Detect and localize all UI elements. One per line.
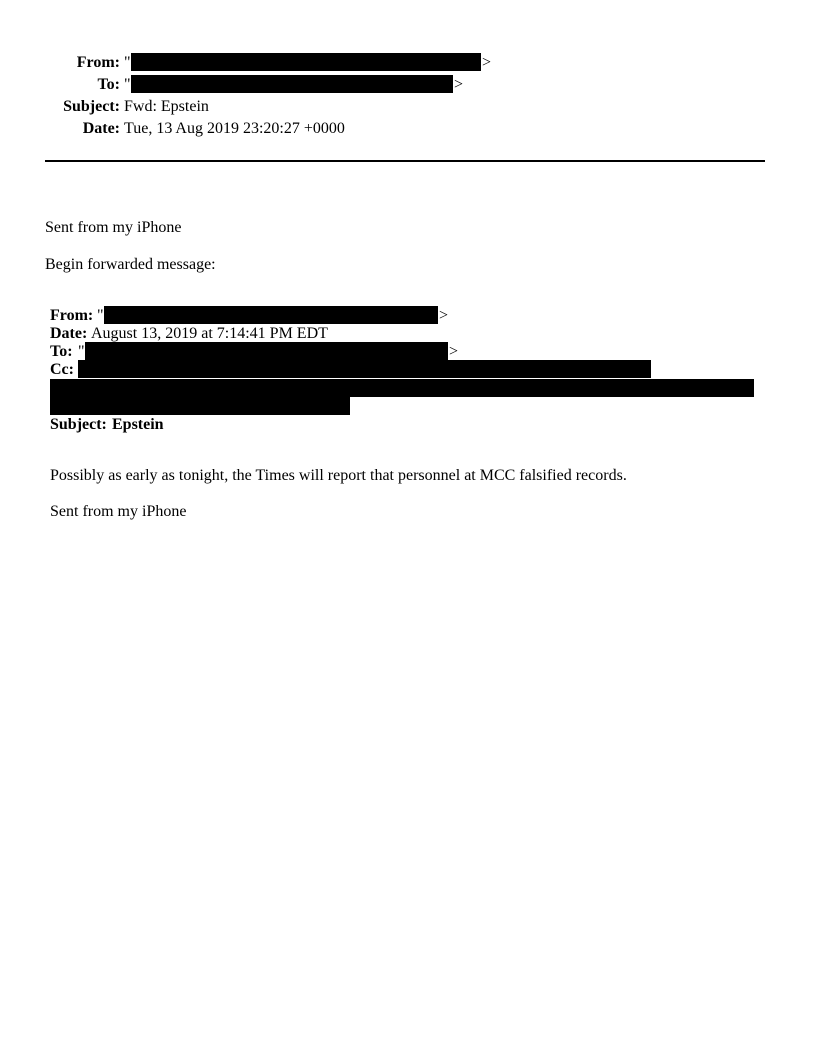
fwd-signature: Sent from my iPhone (50, 503, 187, 520)
fwd-date-label: Date: (50, 325, 88, 342)
redaction-box (50, 379, 754, 397)
fwd-subject-value: Epstein (112, 416, 164, 433)
header-divider (45, 160, 765, 162)
fwd-cc-label: Cc: (50, 361, 74, 378)
fwd-from-label: From: (50, 307, 94, 324)
fwd-to-suffix: > (449, 343, 459, 360)
from-label: From: (76, 54, 120, 71)
fwd-from-suffix: > (439, 307, 449, 324)
redaction-box (104, 306, 438, 324)
to-label: To: (97, 76, 120, 93)
from-value-suffix: > (482, 54, 492, 71)
to-value-prefix: " (124, 76, 131, 93)
fwd-to-label: To: (50, 343, 73, 360)
fwd-to-prefix: " (78, 343, 85, 360)
redaction-box (78, 360, 651, 378)
forward-intro: Begin forwarded message: (45, 256, 216, 273)
subject-value: Fwd: Epstein (124, 98, 209, 115)
date-label: Date: (82, 120, 120, 137)
to-value-suffix: > (454, 76, 464, 93)
from-value-prefix: " (124, 54, 131, 71)
fwd-from-prefix: " (97, 307, 104, 324)
redaction-box (85, 342, 448, 360)
date-value: Tue, 13 Aug 2019 23:20:27 +0000 (124, 120, 345, 137)
fwd-message-text: Possibly as early as tonight, the Times will report that personnel at MCC falsified records. (50, 467, 627, 484)
fwd-date-value: August 13, 2019 at 7:14:41 PM EDT (91, 325, 328, 342)
redaction-box (131, 53, 481, 71)
redaction-box (131, 75, 453, 93)
outer-signature: Sent from my iPhone (45, 219, 182, 236)
subject-label: Subject: (63, 98, 120, 115)
redaction-box (50, 397, 350, 415)
fwd-subject-label: Subject: (50, 416, 107, 433)
